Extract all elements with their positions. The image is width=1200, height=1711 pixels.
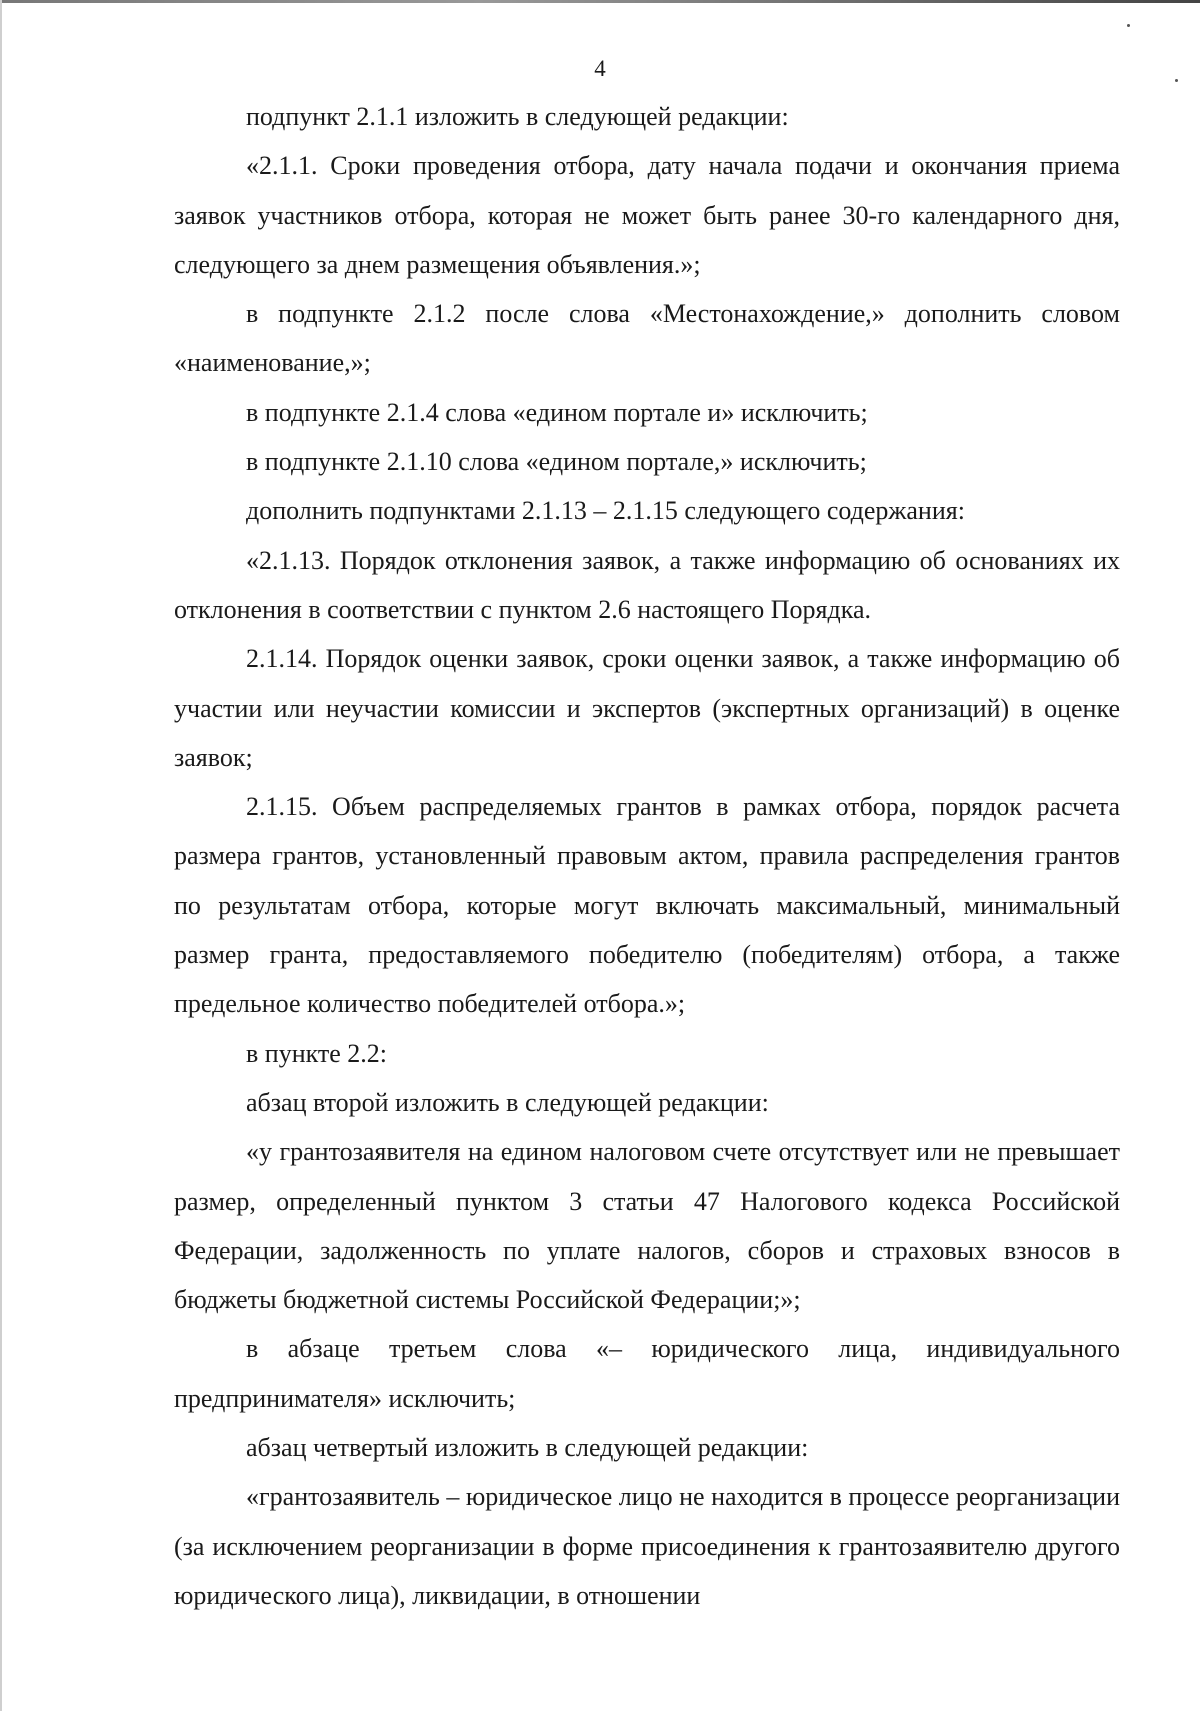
paragraph: подпункт 2.1.1 изложить в следующей редакции:: [246, 102, 789, 131]
page-number: 4: [594, 56, 606, 81]
paragraph: 2.1.14. Порядок оценки заявок, сроки оценки заявок, а также информацию об участии или неучастии комиссии и экспертов (экспертных организаций) в оценке заявок;: [174, 644, 1120, 772]
paragraph: 2.1.15. Объем распределяемых грантов в рамках отбора, порядок расчета размера грантов, установленный правовым актом, правила распределения грантов по результатам отбора, которые могут включать максимальный, минимальный размер гранта, предоставляемого победителю (победителям) отбора, а также предельное количество победителей отбора.»;: [174, 792, 1120, 1019]
paragraph: в подпункте 2.1.2 после слова «Местонахождение,» дополнить словом «наименование,»;: [174, 299, 1120, 378]
paragraph: в подпункте 2.1.4 слова «едином портале и» исключить;: [246, 397, 868, 427]
scan-left-edge: [0, 0, 2, 1711]
paragraph: абзац четвертый изложить в следующей редакции:: [246, 1433, 809, 1463]
paragraph: «грантозаявитель – юридическое лицо не находится в процессе реорганизации (за исключением реорганизации в форме присоединения к грантозаявителю другого юридического лица), ликвидации, в отношении: [174, 1482, 1120, 1610]
paragraph: в абзаце третьем слова «– юридического лица, индивидуального предпринимателя» исключить;: [174, 1334, 1120, 1413]
scan-speck: [1127, 24, 1130, 27]
paragraph: «2.1.13. Порядок отклонения заявок, а также информацию об основаниях их отклонения в соответствии с пунктом 2.6 настоящего Порядка.: [174, 545, 1120, 624]
paragraph: дополнить подпунктами 2.1.13 – 2.1.15 следующего содержания:: [246, 496, 965, 526]
paragraph: в подпункте 2.1.10 слова «едином портале,» исключить;: [246, 447, 867, 477]
paragraph: в пункте 2.2:: [246, 1038, 388, 1068]
paragraph: «2.1.1. Сроки проведения отбора, дату начала подачи и окончания приема заявок участников отбора, которая не может быть ранее 30-го календарного дня, следующего за днем размещения объявления.»;: [174, 151, 1120, 279]
paragraph: «у грантозаявителя на едином налоговом счете отсутствует или не превышает размер, определенный пунктом 3 статьи 47 Налогового кодекса Российской Федерации, задолженность по уплате налогов, сборов и страховых взносов в бюджеты бюджетной системы Российской Федерации;»;: [174, 1137, 1120, 1315]
scan-top-edge: [0, 0, 1200, 3]
document-body: [174, 92, 1120, 1620]
paragraph: абзац второй изложить в следующей редакции:: [246, 1087, 769, 1117]
